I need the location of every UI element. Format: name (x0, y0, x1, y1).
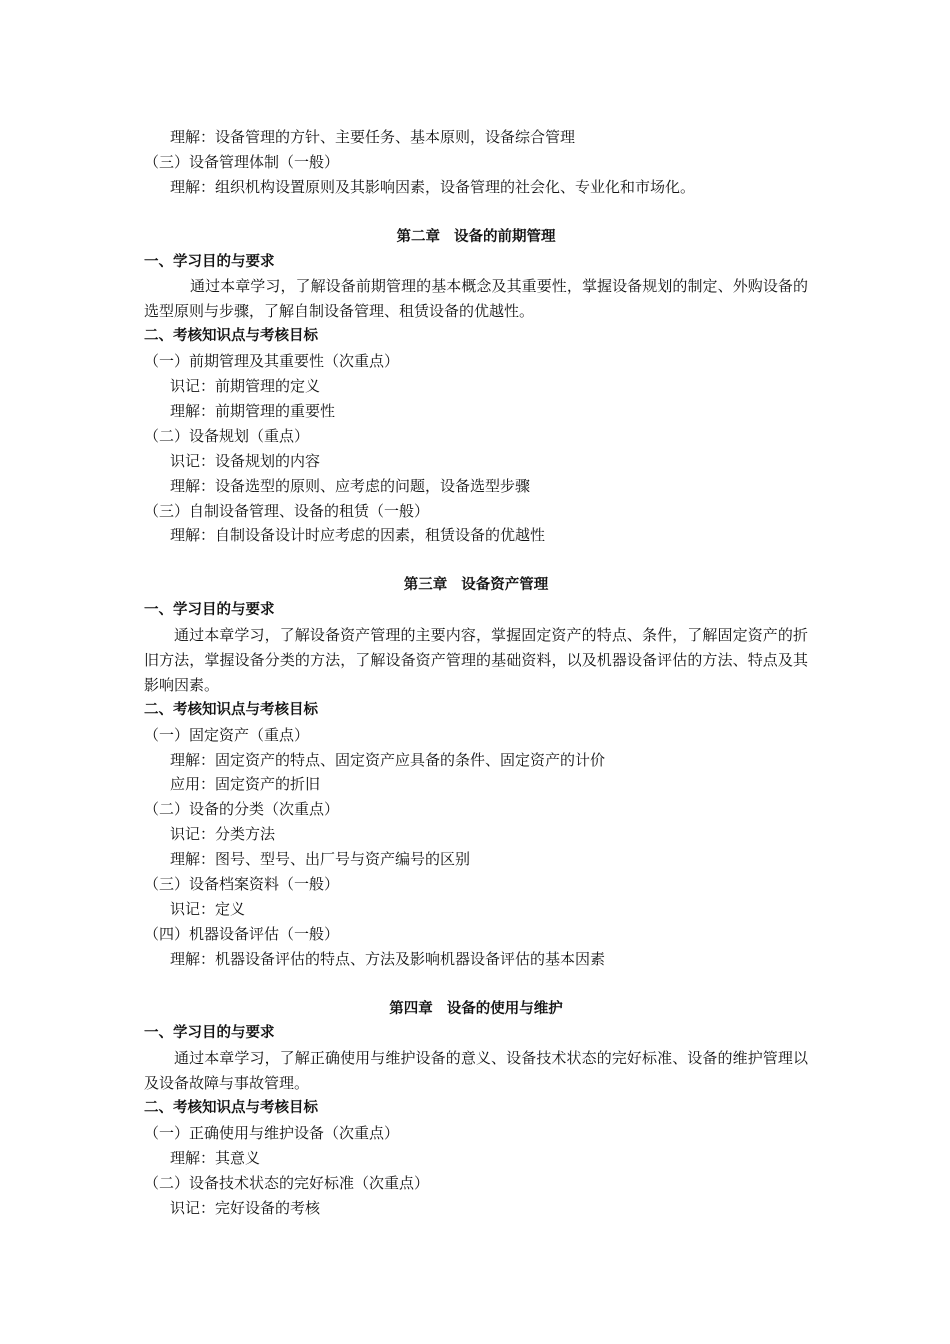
knowledge-point-heading: （一）正确使用与维护设备（次重点） (144, 1124, 400, 1143)
document-body (144, 125, 808, 1221)
chapter-number: 第二章 (396, 228, 440, 245)
chapter-heading (144, 573, 808, 598)
knowledge-point-heading: （二）设备技术状态的完好标准（次重点） (144, 1173, 430, 1192)
knowledge-line: 理解：组织机构设置原则及其影响因素，设备管理的社会化、专业化和市场化。 (170, 177, 696, 196)
knowledge-point-heading: （二）设备的分类（次重点） (144, 800, 340, 819)
knowledge-line: 理解：前期管理的重要性 (170, 401, 336, 420)
paragraph: 通过本章学习，了解设备资产管理的主要内容，掌握固定资产的特点、条件，了解固定资产的折旧方法，掌握设备分类的方法，了解设备资产管理的基础资料，以及机器设备评估的方法、特点及其影响因素。 (144, 626, 808, 694)
section-heading: 二、考核知识点与考核目标 (144, 1100, 318, 1117)
chapter-title: 设备的前期管理 (454, 228, 556, 245)
section-heading: 一、学习目的与要求 (144, 602, 275, 619)
knowledge-line: 理解：设备管理的方针、主要任务、基本原则，设备综合管理 (170, 128, 576, 146)
chapter-title: 设备资产管理 (461, 577, 549, 594)
knowledge-point-heading: （三）自制设备管理、设备的租赁（一般） (144, 501, 430, 520)
chapter-heading (144, 225, 808, 250)
section-heading: 二、考核知识点与考核目标 (144, 701, 318, 718)
knowledge-line: 识记：设备规划的内容 (170, 451, 321, 470)
knowledge-point-heading: （二）设备规划（重点） (144, 426, 310, 445)
chapter-number: 第三章 (403, 577, 448, 594)
knowledge-line: 理解：其意义 (170, 1148, 261, 1167)
section-heading: 二、考核知识点与考核目标 (144, 328, 318, 345)
knowledge-point-heading: （四）机器设备评估（一般） (144, 924, 340, 943)
knowledge-point-heading: （一）固定资产（重点） (144, 725, 310, 744)
paragraph: 通过本章学习，了解设备前期管理的基本概念及其重要性，掌握设备规划的制定、外购设备的选型原则与步骤，了解自制设备管理、租赁设备的优越性。 (144, 277, 808, 321)
knowledge-line: 识记：定义 (170, 899, 246, 918)
knowledge-line: 识记：分类方法 (170, 825, 276, 844)
knowledge-line: 识记：前期管理的定义 (170, 377, 321, 396)
knowledge-line: 理解：自制设备设计时应考虑的因素，租赁设备的优越性 (170, 526, 546, 545)
knowledge-line: 理解：机器设备评估的特点、方法及影响机器设备评估的基本因素 (170, 949, 606, 968)
chapter-title: 设备的使用与维护 (446, 1000, 563, 1017)
knowledge-point-heading: （三）设备管理体制（一般） (144, 152, 340, 171)
knowledge-point-heading: （一）前期管理及其重要性（次重点） (144, 352, 400, 371)
knowledge-line: 理解：设备选型的原则、应考虑的问题，设备选型步骤 (170, 476, 531, 495)
section-heading: 一、学习目的与要求 (144, 253, 275, 270)
knowledge-line: 应用：固定资产的折旧 (170, 775, 321, 794)
knowledge-line: 理解：图号、型号、出厂号与资产编号的区别 (170, 850, 471, 869)
knowledge-point-heading: （三）设备档案资料（一般） (144, 875, 340, 894)
section-heading: 一、学习目的与要求 (144, 1025, 275, 1042)
chapter-heading (144, 997, 808, 1022)
knowledge-line: 识记：完好设备的考核 (170, 1198, 321, 1217)
knowledge-line: 理解：固定资产的特点、固定资产应具备的条件、固定资产的计价 (170, 750, 606, 769)
chapter-number: 第四章 (389, 1000, 433, 1017)
paragraph: 通过本章学习，了解正确使用与维护设备的意义、设备技术状态的完好标准、设备的维护管理以及设备故障与事故管理。 (144, 1049, 808, 1093)
